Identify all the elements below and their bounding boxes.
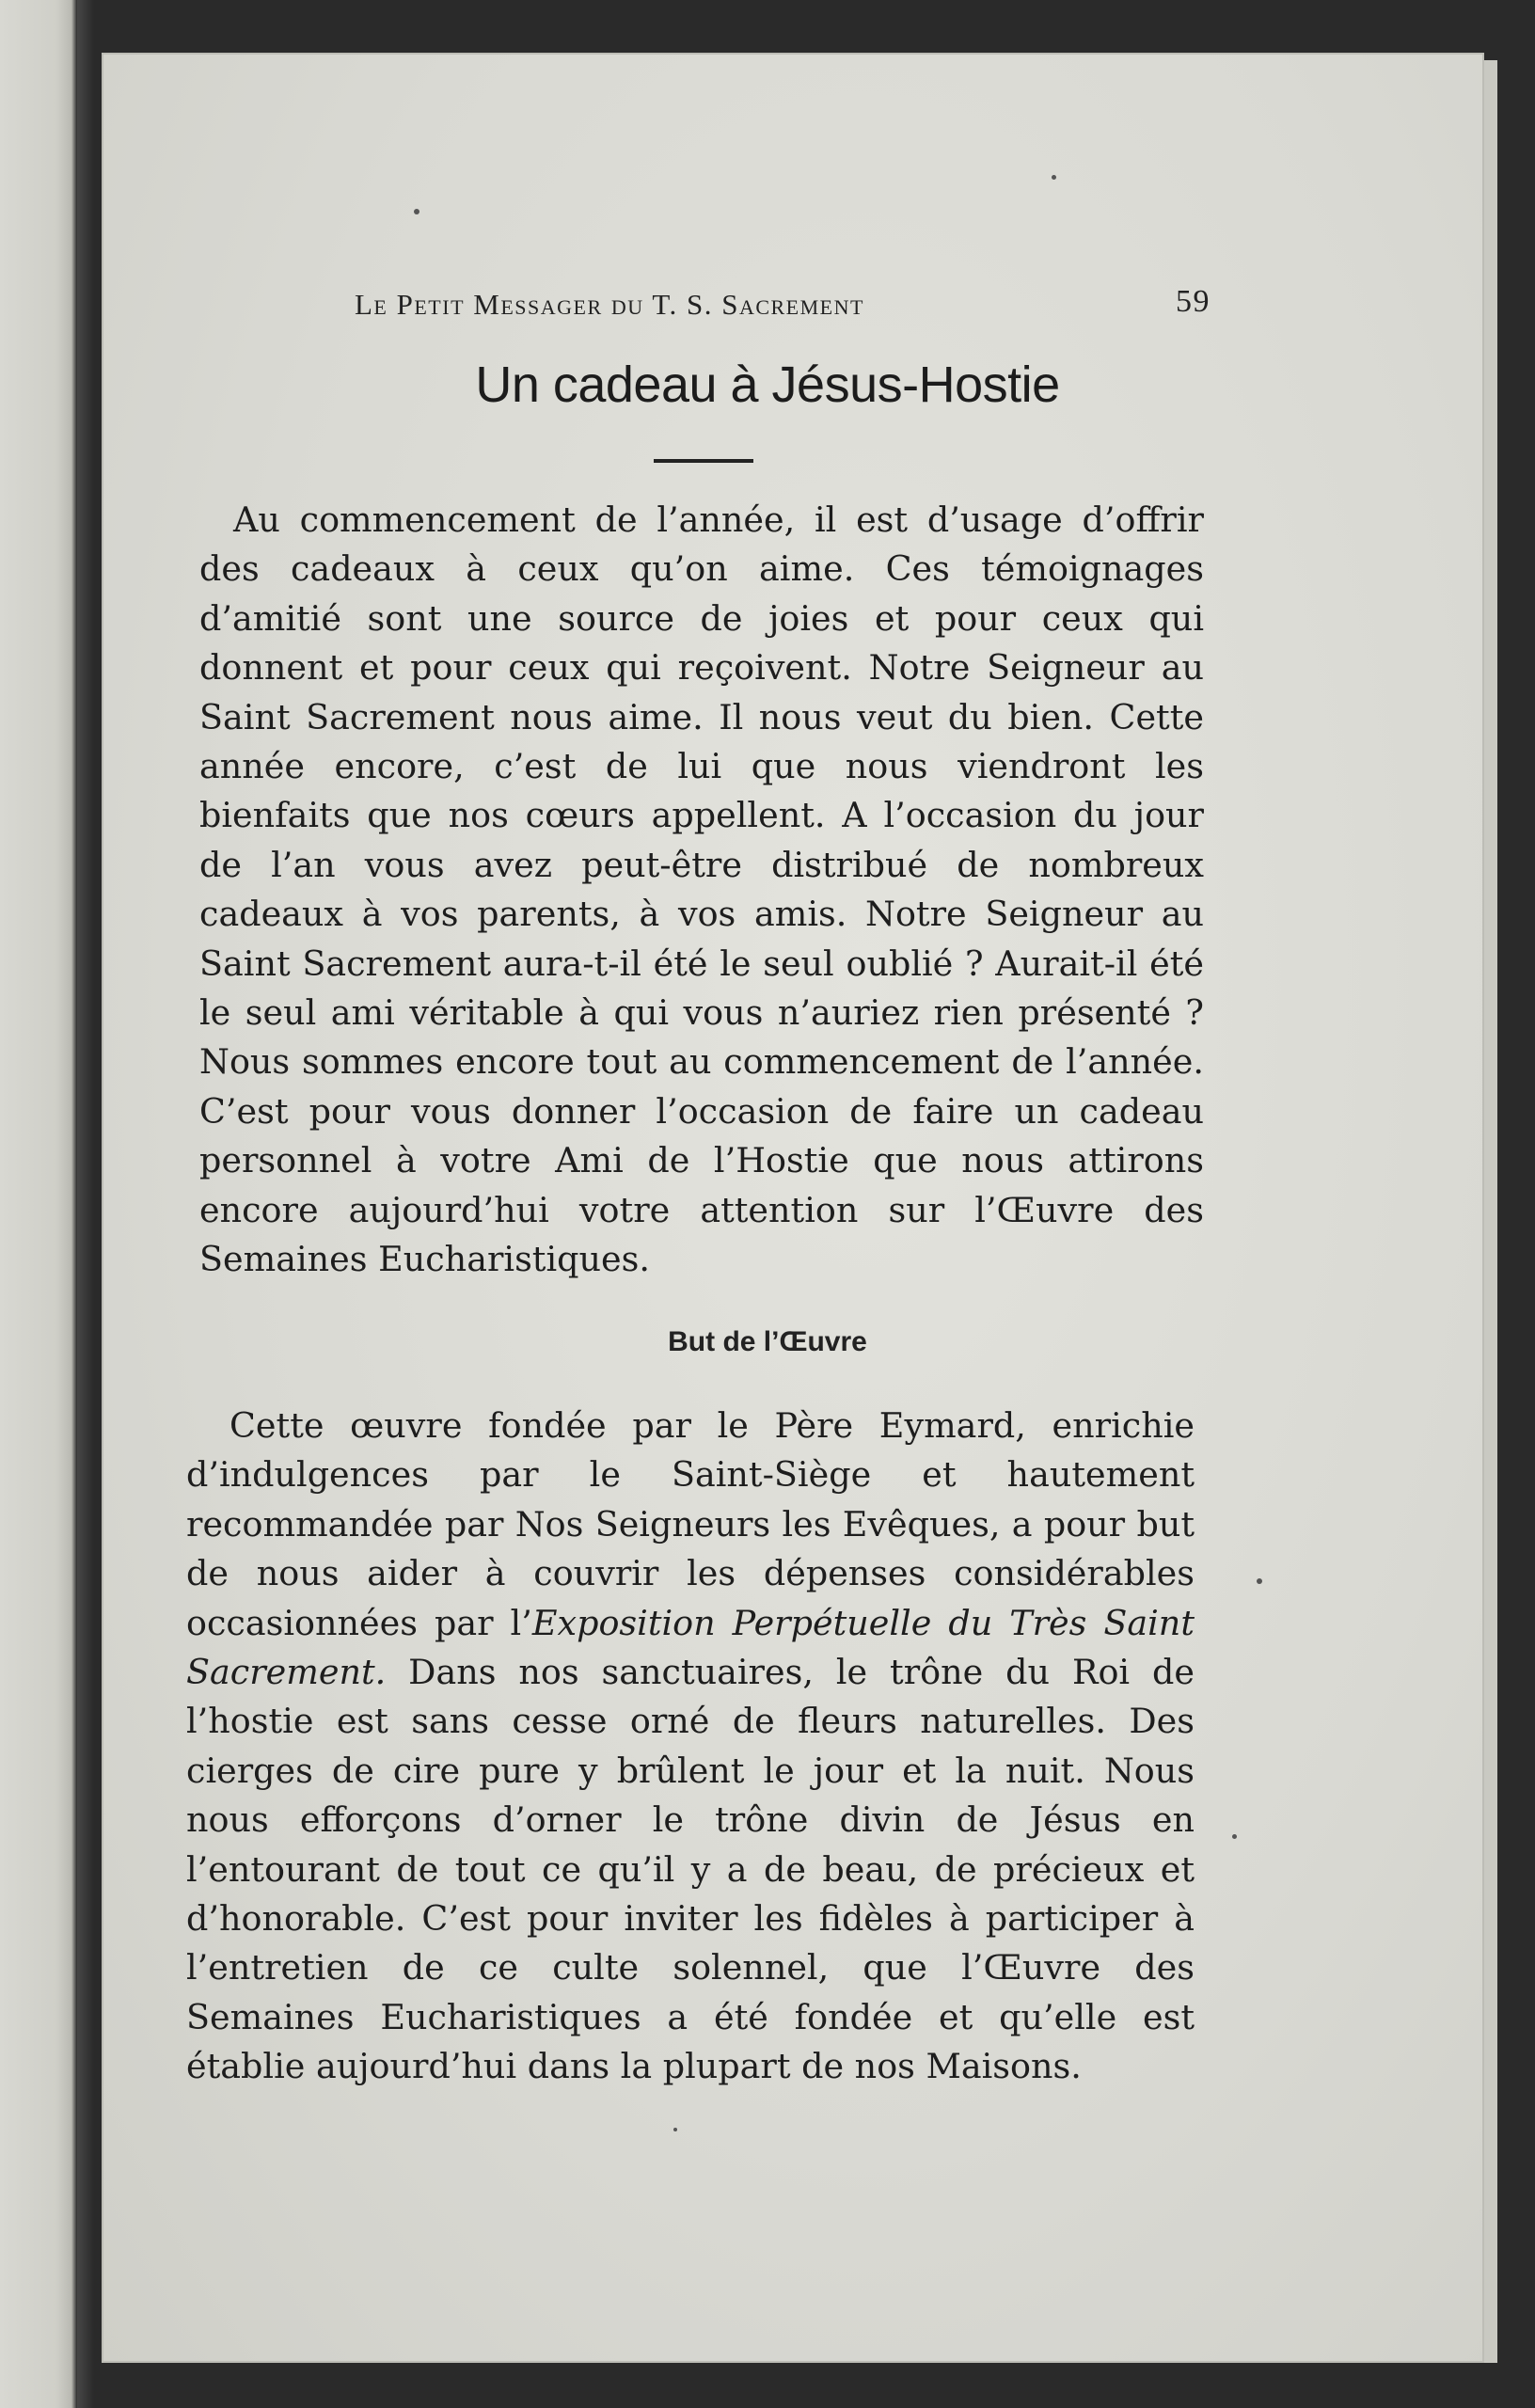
title-divider — [654, 459, 753, 463]
scan-speck — [1232, 1834, 1237, 1839]
paragraph-purpose-italic: Exposition Perpétuelle du Très Saint Sacrement. — [186, 1602, 1195, 1693]
running-title: Le Petit Messager du T. S. Sacrement — [355, 288, 864, 321]
running-header — [355, 284, 1211, 327]
scan-speck — [1052, 175, 1056, 180]
paragraph-purpose-text-end: Dans nos sanctuaires, le trône du Roi de l’hostie est sans cesse orné de fleurs naturelles. Des cierges de cire pure y brûlent le jour et la nuit. Nous nous efforçons d’orner le trône divin de Jésus en l’entourant de tout ce qu’il y a de beau, de précieux et d’honorable. C’est pour inviter les fidèles à participer à l’entretien de ce culte solennel, que l’Œuvre des Semaines Eucharistiques a été fondée et qu’elle est établie aujourd’hui dans la plupart de nos Maisons. — [186, 1652, 1195, 2087]
scan-speck — [414, 209, 419, 214]
scan-speck — [1257, 1578, 1262, 1584]
paragraph-purpose-text-start: Cette œuvre fondée par le Père Eymard, enrichie d’indulgences par le Saint-Siège et hautement recommandée par Nos Seigneurs les Evêques, a pour but de nous aider à couvrir les dépenses considérables occasionnées par l’ — [186, 1405, 1195, 1643]
scan-speck — [673, 2128, 677, 2131]
article-title: Un cadeau à Jésus-Hostie — [475, 356, 1060, 413]
page-number: 59 — [1176, 284, 1211, 319]
paragraph-intro: Au commencement de l’année, il est d’usage d’offrir des cadeaux à ceux qu’on aime. Ces témoignages d’amitié sont une source de joies et pour ceux qui donnent et pour ceux qui reçoivent. Notre Seigneur au Saint Sacrement nous aime. Il nous veut du bien. Cette année encore, c’est de lui que nous viendront les bienfaits que nos cœurs appellent. A l’occasion du jour de l’an vous avez peut-être distribué de nombreux cadeaux à vos parents, à vos amis. Notre Seigneur au Saint Sacrement aura-t-il été le seul oublié ? Aurait-il été le seul ami véritable à qui vous n’auriez rien présenté ? Nous sommes encore tout au commencement de l’année. C’est pour vous donner l’occasion de faire un cadeau personnel à votre Ami de l’Hostie que nous attirons encore aujourd’hui votre attention sur l’Œuvre des Semaines Eucharistiques. — [199, 499, 1204, 1280]
paragraph-purpose — [186, 1402, 1195, 2092]
section-heading: But de l’Œuvre — [668, 1326, 867, 1357]
